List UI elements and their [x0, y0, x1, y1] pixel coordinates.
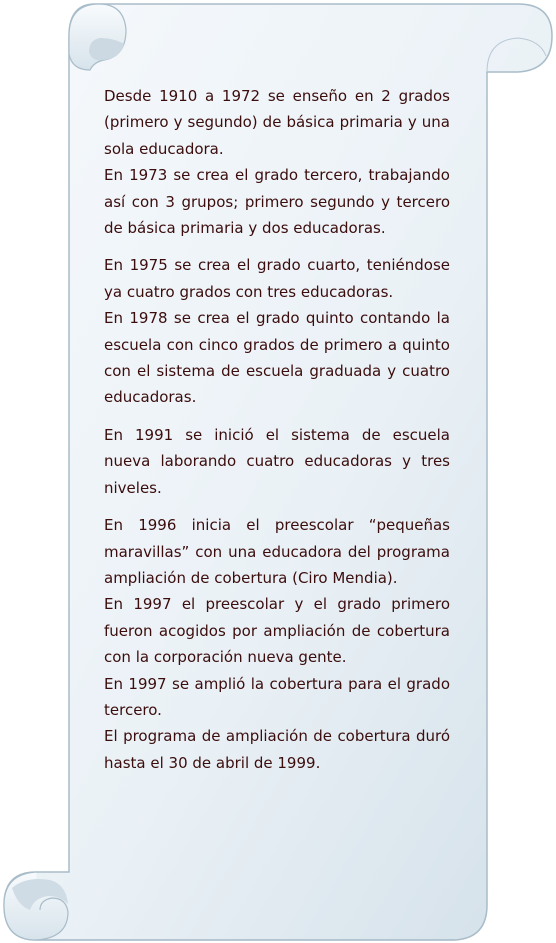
- paragraph-2: [104, 252, 450, 410]
- paragraph-1: [104, 83, 450, 241]
- text-line: En 1991 se inició el sistema de escuela nueva laborando cuatro educadoras y tres niveles.: [104, 425, 450, 497]
- text-line: En 1997 el preescolar y el grado primero fueron acogidos por ampliación de cobertura con la corporación nueva gente.: [104, 595, 450, 667]
- paragraph-4: [104, 512, 450, 776]
- text-line: En 1975 se crea el grado cuarto, teniéndose ya cuatro grados con tres educadoras.: [104, 256, 450, 301]
- text-line: Desde 1910 a 1972 se enseño en 2 grados (primero y segundo) de básica primaria y una sola educadora.: [104, 87, 450, 158]
- text-line: En 1996 inicia el preescolar “pequeñas maravillas” con una educadora del programa ampliación de cobertura (Ciro Mendia).: [104, 516, 450, 587]
- text-line: En 1978 se crea el grado quinto contando la escuela con cinco grados de primero a quinto con el sistema de escuela graduada y cuatro educadoras.: [104, 309, 450, 407]
- text-line: En 1973 se crea el grado tercero, trabajando así con 3 grupos; primero segundo y tercero de básica primaria y dos educadoras.: [104, 166, 450, 238]
- text-line: En 1997 se amplió la cobertura para el grado tercero.: [104, 674, 450, 719]
- history-text: [104, 83, 450, 776]
- text-line: El programa de ampliación de cobertura duró hasta el 30 de abril de 1999.: [104, 727, 450, 772]
- paragraph-3: [104, 422, 450, 501]
